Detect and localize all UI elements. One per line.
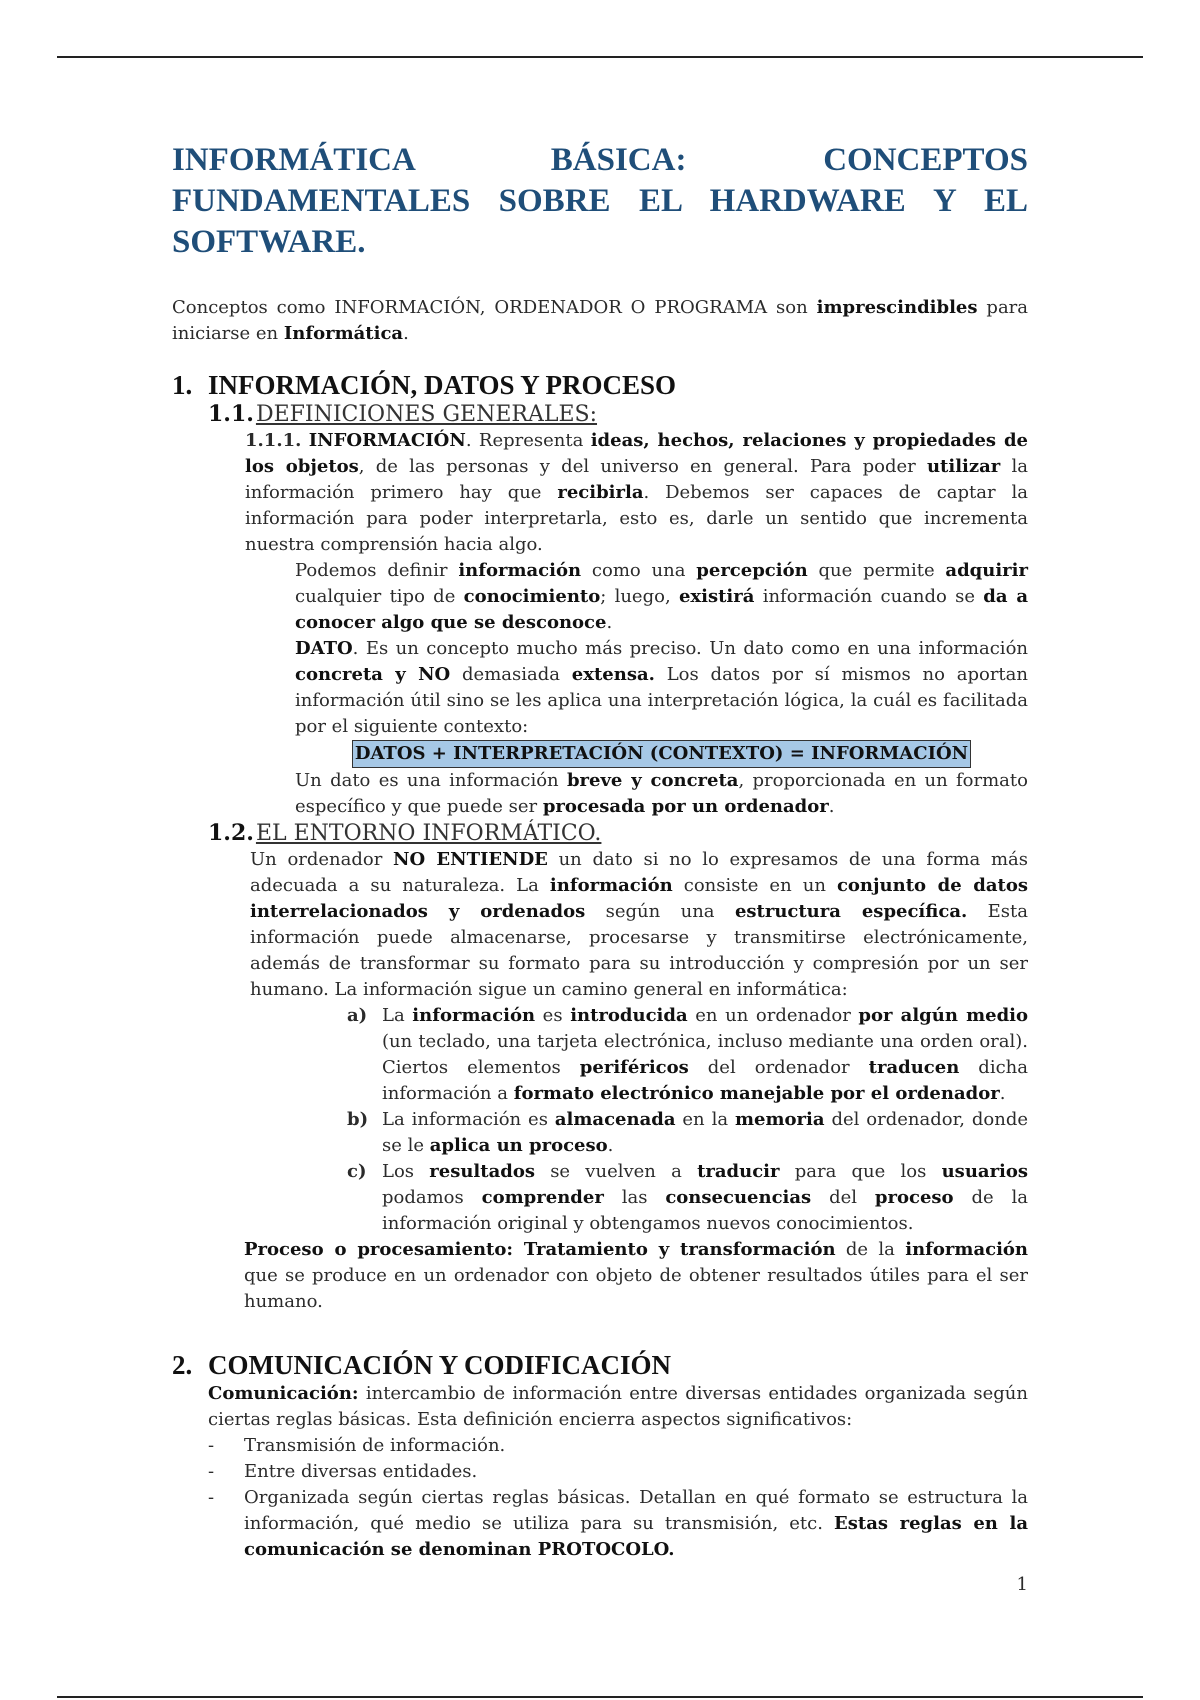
list-marker: b) bbox=[347, 1109, 369, 1130]
text: en un ordenador bbox=[687, 1005, 859, 1026]
list-item bbox=[347, 1003, 1028, 1107]
list-item-text: Entre diversas entidades. bbox=[244, 1461, 478, 1482]
list-item bbox=[208, 1433, 1028, 1459]
bold: Estas reglas en la comunicación se denominan PROTOCOLO. bbox=[244, 1513, 1028, 1560]
intro-text: para iniciarse en bbox=[172, 297, 1029, 344]
bold: extensa. bbox=[571, 664, 655, 685]
intro-text: Conceptos como INFORMACIÓN, ORDENADOR O PROGRAMA son bbox=[172, 297, 817, 318]
subsection-number: 1.2. bbox=[208, 820, 254, 846]
item-1-1-1 bbox=[245, 428, 1028, 558]
text: . Representa bbox=[465, 430, 591, 451]
bold: NO ENTIENDE bbox=[393, 849, 548, 870]
text: que se produce en un ordenador con objeto de obtener resultados útiles para el ser humano. bbox=[244, 1265, 1028, 1312]
text: Los bbox=[382, 1161, 430, 1182]
bold: traducen bbox=[868, 1057, 960, 1078]
bold: consecuencias bbox=[665, 1187, 812, 1208]
bold: periféricos bbox=[579, 1057, 689, 1078]
header-rule bbox=[57, 56, 1143, 58]
bold: aplica un proceso bbox=[429, 1135, 608, 1156]
bold: existirá bbox=[678, 586, 755, 607]
formula-highlight: DATOS + INTERPRETACIÓN (CONTEXTO) = INFORMACIÓN bbox=[352, 740, 971, 768]
list-item-text bbox=[382, 1159, 1028, 1237]
text: La información es bbox=[382, 1109, 555, 1130]
bold: almacenada bbox=[554, 1109, 676, 1130]
bold: Comunicación: bbox=[208, 1383, 359, 1404]
list-item-text: Transmisión de información. bbox=[244, 1435, 506, 1456]
footer-rule bbox=[57, 1696, 1143, 1698]
bold: información bbox=[458, 560, 582, 581]
list-marker: a) bbox=[347, 1005, 368, 1026]
bold: da a conocer algo que se desconoce bbox=[295, 586, 1029, 633]
text: demasiada bbox=[450, 664, 572, 685]
text: un dato si no lo expresamos de una forma más adecuada a su naturaleza. La bbox=[250, 849, 1028, 896]
text: . Debemos ser capaces de captar la información para poder interpretarla, esto es, darle un sentido que incrementa nuestra comprensión hacia algo. bbox=[245, 482, 1028, 555]
bold: Proceso o procesamiento: Tratamiento y transformación bbox=[244, 1239, 836, 1260]
bold: memoria bbox=[734, 1109, 825, 1130]
entorno-paragraph bbox=[250, 847, 1028, 1003]
bold: por algún medio bbox=[858, 1005, 1028, 1026]
bold: percepción bbox=[696, 560, 808, 581]
list-item bbox=[347, 1107, 1028, 1159]
text: intercambio de información entre diversas entidades organizada según ciertas reglas básicas. Esta definición encierra aspectos significativos: bbox=[208, 1383, 1028, 1430]
bold: resultados bbox=[429, 1161, 535, 1182]
list-item bbox=[208, 1459, 1028, 1485]
bold: proceso bbox=[874, 1187, 954, 1208]
text: . bbox=[607, 1135, 614, 1156]
list-marker: - bbox=[208, 1435, 215, 1456]
item-number: 1.1.1. bbox=[245, 430, 302, 451]
dato-breve-paragraph bbox=[295, 768, 1028, 820]
bold: breve y concreta bbox=[566, 770, 739, 791]
bold: información bbox=[412, 1005, 536, 1026]
list-item bbox=[347, 1159, 1028, 1237]
text: , proporcionada en un formato específico y que puede ser bbox=[295, 770, 1028, 817]
text: Esta información puede almacenarse, procesarse y transmitirse electrónicamente, además de transformar su formato para su introducción y compresión por un ser humano. La información sigue un camino general en informática: bbox=[250, 901, 1028, 1000]
comunicacion-definition bbox=[208, 1381, 1028, 1433]
list-marker: - bbox=[208, 1487, 215, 1508]
page-number: 1 bbox=[1016, 1574, 1028, 1595]
text: en la bbox=[675, 1109, 735, 1130]
bold: introducida bbox=[570, 1005, 688, 1026]
text: información cuando se bbox=[754, 586, 984, 607]
text: que permite bbox=[807, 560, 946, 581]
bold: utilizar bbox=[926, 456, 1001, 477]
bold: usuarios bbox=[941, 1161, 1029, 1182]
bold: recibirla bbox=[557, 482, 644, 503]
formula-line bbox=[295, 740, 1028, 768]
section-number: 1. bbox=[172, 370, 193, 400]
informacion-definition bbox=[295, 558, 1028, 636]
dato-definition bbox=[295, 636, 1028, 740]
bold: traducir bbox=[697, 1161, 780, 1182]
intro-paragraph bbox=[172, 295, 1028, 347]
bold: conjunto de datos interrelacionados y ordenados bbox=[250, 875, 1028, 922]
bold: comprender bbox=[481, 1187, 604, 1208]
subsection-1-1-heading bbox=[208, 401, 1028, 428]
list-item-text bbox=[244, 1485, 1028, 1563]
text: Un ordenador bbox=[250, 849, 394, 870]
bold: información bbox=[905, 1239, 1029, 1260]
text: del ordenador bbox=[688, 1057, 869, 1078]
bold: DATO bbox=[295, 638, 353, 659]
bold: formato electrónico manejable por el ordenador bbox=[513, 1083, 1000, 1104]
text: ; luego, bbox=[600, 586, 679, 607]
text: Los datos por sí mismos no aportan información útil sino se les aplica una interpretación lógica, la cuál es facilitada por el siguiente contexto: bbox=[295, 664, 1028, 737]
text: se vuelven a bbox=[534, 1161, 698, 1182]
text: podamos bbox=[382, 1187, 482, 1208]
text: consiste en un bbox=[672, 875, 837, 896]
text: . bbox=[606, 612, 613, 633]
list-marker: - bbox=[208, 1461, 215, 1482]
document-title: INFORMÁTICA BÁSICA: CONCEPTOS FUNDAMENTALES SOBRE EL HARDWARE Y EL SOFTWARE. bbox=[172, 142, 1028, 260]
intro-bold: Informática bbox=[283, 323, 404, 344]
list-marker: c) bbox=[347, 1161, 367, 1182]
bold: concreta y NO bbox=[295, 664, 451, 685]
subsection-number: 1.1. bbox=[208, 401, 254, 427]
text: la información primero hay que bbox=[245, 456, 1028, 503]
text: del bbox=[811, 1187, 875, 1208]
text: , de las personas y del universo en general. Para poder bbox=[358, 456, 927, 477]
text: Organizada según ciertas reglas básicas. Detallan en qué formato se estructura la información, qué medio se utiliza para su transmisión, etc. bbox=[244, 1487, 1028, 1534]
subsection-1-2-heading bbox=[208, 820, 1028, 847]
list-item bbox=[208, 1485, 1028, 1563]
subsection-title: EL ENTORNO INFORMÁTICO. bbox=[255, 821, 602, 846]
list-item-text bbox=[382, 1107, 1028, 1159]
text: cualquier tipo de bbox=[295, 586, 464, 607]
text: Un dato es una información bbox=[295, 770, 567, 791]
bold: procesada por un ordenador bbox=[542, 796, 829, 817]
text: es bbox=[535, 1005, 571, 1026]
bold: información bbox=[549, 875, 673, 896]
section-title: COMUNICACIÓN Y CODIFICACIÓN bbox=[208, 1350, 671, 1380]
section-2-heading bbox=[172, 1349, 1028, 1381]
intro-text: . bbox=[403, 323, 409, 344]
text: las bbox=[603, 1187, 666, 1208]
section-1-heading bbox=[172, 369, 1028, 401]
document-page bbox=[172, 140, 1028, 1563]
info-path-list bbox=[347, 1003, 1028, 1237]
bold: ideas, hechos, relaciones y propiedades de los objetos bbox=[245, 430, 1028, 477]
text: dicha información a bbox=[382, 1057, 1028, 1104]
section-title: INFORMACIÓN, DATOS Y PROCESO bbox=[208, 370, 677, 400]
text: de la bbox=[835, 1239, 906, 1260]
section-number: 2. bbox=[172, 1350, 193, 1380]
text: para que los bbox=[779, 1161, 942, 1182]
text: . Es un concepto mucho más preciso. Un dato como en una información bbox=[352, 638, 1028, 659]
bold: estructura específica. bbox=[734, 901, 968, 922]
text: . bbox=[828, 796, 835, 817]
text: según una bbox=[585, 901, 735, 922]
subsection-title: DEFINICIONES GENERALES: bbox=[255, 402, 598, 427]
bold: conocimiento bbox=[463, 586, 601, 607]
text: como una bbox=[581, 560, 697, 581]
text: de la información original y obtengamos nuevos conocimientos. bbox=[382, 1187, 1029, 1234]
list-item-text bbox=[382, 1003, 1028, 1107]
proceso-definition bbox=[244, 1237, 1028, 1315]
text: . bbox=[999, 1083, 1006, 1104]
text: La bbox=[382, 1005, 413, 1026]
text: del ordenador, donde se le bbox=[382, 1109, 1028, 1156]
bold: adquirir bbox=[945, 560, 1028, 581]
comunicacion-aspects-list bbox=[208, 1433, 1028, 1563]
text: (un teclado, una tarjeta electrónica, incluso mediante una orden oral). Ciertos elementos bbox=[382, 1031, 1028, 1078]
text: Podemos definir bbox=[295, 560, 459, 581]
item-term: INFORMACIÓN bbox=[308, 430, 466, 451]
intro-bold: imprescindibles bbox=[816, 297, 978, 318]
